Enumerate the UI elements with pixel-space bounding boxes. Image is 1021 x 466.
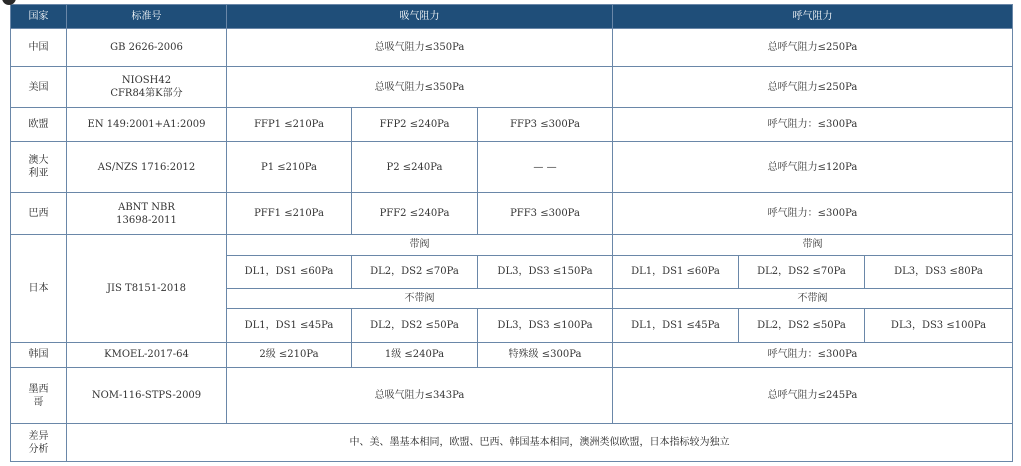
standard-cell: KMOEL-2017-64 bbox=[67, 342, 227, 367]
table-row bbox=[11, 142, 1013, 193]
exhale-cell: 呼气阻力：≤300Pa bbox=[613, 192, 1013, 234]
table-row bbox=[11, 107, 1013, 141]
country-cell: 日本 bbox=[11, 235, 67, 342]
table-row bbox=[11, 342, 1013, 367]
inhale-cell: DL2，DS2 ≤50Pa bbox=[352, 309, 478, 342]
exhale-cell: 呼气阻力：≤300Pa bbox=[613, 342, 1013, 367]
standard-line: NIOSH42 bbox=[121, 75, 172, 87]
standards-table bbox=[10, 4, 1013, 462]
inhale-cell: FFP3 ≤300Pa bbox=[478, 107, 613, 141]
inhale-cell: P1 ≤210Pa bbox=[227, 142, 352, 193]
standard-line: 13698-2011 bbox=[116, 214, 177, 226]
exhale-cell: DL3，DS3 ≤100Pa bbox=[865, 309, 1013, 342]
inhale-cell: 2级 ≤210Pa bbox=[227, 342, 352, 367]
header-row bbox=[11, 5, 1013, 29]
exhale-cell: DL3，DS3 ≤80Pa bbox=[865, 255, 1013, 288]
country-cell bbox=[11, 142, 67, 193]
inhale-cell: PFF1 ≤210Pa bbox=[227, 192, 352, 234]
standard-cell: GB 2626-2006 bbox=[67, 29, 227, 67]
country-line: 澳大 bbox=[28, 155, 49, 167]
country-cell bbox=[11, 367, 67, 424]
inhale-cell: DL1，DS1 ≤45Pa bbox=[227, 309, 352, 342]
inhale-cell: FFP2 ≤240Pa bbox=[352, 107, 478, 141]
exhale-cell: DL1，DS1 ≤45Pa bbox=[613, 309, 739, 342]
standard-cell: AS/NZS 1716:2012 bbox=[67, 142, 227, 193]
inhale-cell: 总吸气阻力≤350Pa bbox=[227, 29, 613, 67]
diff-label-cell bbox=[11, 424, 67, 462]
exhale-cell: DL1，DS1 ≤60Pa bbox=[613, 255, 739, 288]
exhale-cell: DL2，DS2 ≤50Pa bbox=[739, 309, 865, 342]
with-valve-label: 带阀 bbox=[227, 235, 613, 255]
inhale-cell: PFF3 ≤300Pa bbox=[478, 192, 613, 234]
exhale-cell: 总呼气阻力≤250Pa bbox=[613, 29, 1013, 67]
inhale-cell: 总吸气阻力≤350Pa bbox=[227, 67, 613, 107]
standard-line: ABNT NBR bbox=[118, 201, 175, 213]
inhale-cell: DL3，DS3 ≤150Pa bbox=[478, 255, 613, 288]
inhale-cell: DL1，DS1 ≤60Pa bbox=[227, 255, 352, 288]
inhale-cell: P2 ≤240Pa bbox=[352, 142, 478, 193]
exhale-cell: 总呼气阻力≤250Pa bbox=[613, 67, 1013, 107]
inhale-cell: — — bbox=[478, 142, 613, 193]
country-cell: 美国 bbox=[11, 67, 67, 107]
table-row bbox=[11, 192, 1013, 234]
table-row bbox=[11, 67, 1013, 107]
without-valve-label: 不带阀 bbox=[227, 288, 613, 308]
diff-label-line: 分析 bbox=[28, 443, 49, 455]
standard-cell bbox=[67, 192, 227, 234]
inhale-cell: 总吸气阻力≤343Pa bbox=[227, 367, 613, 424]
header-standard: 标准号 bbox=[67, 5, 227, 29]
table-row bbox=[11, 367, 1013, 424]
inhale-cell: DL2，DS2 ≤70Pa bbox=[352, 255, 478, 288]
country-cell: 欧盟 bbox=[11, 107, 67, 141]
inhale-cell: 特殊级 ≤300Pa bbox=[478, 342, 613, 367]
table-row bbox=[11, 29, 1013, 67]
inhale-cell: PFF2 ≤240Pa bbox=[352, 192, 478, 234]
country-line: 利亚 bbox=[28, 168, 49, 180]
inhale-cell: 1级 ≤240Pa bbox=[352, 342, 478, 367]
country-cell: 巴西 bbox=[11, 192, 67, 234]
with-valve-label: 带阀 bbox=[613, 235, 1013, 255]
standard-cell: JIS T8151-2018 bbox=[67, 235, 227, 342]
exhale-cell: 呼气阻力：≤300Pa bbox=[613, 107, 1013, 141]
standard-cell bbox=[67, 67, 227, 107]
header-exhale: 呼气阻力 bbox=[613, 5, 1013, 29]
standard-cell: NOM-116-STPS-2009 bbox=[67, 367, 227, 424]
table-row bbox=[11, 235, 1013, 255]
header-country: 国家 bbox=[11, 5, 67, 29]
header-inhale: 吸气阻力 bbox=[227, 5, 613, 29]
inhale-cell: FFP1 ≤210Pa bbox=[227, 107, 352, 141]
diff-summary: 中、美、墨基本相同，欧盟、巴西、韩国基本相同，澳洲类似欧盟，日本指标较为独立 bbox=[67, 424, 1013, 462]
country-line: 哥 bbox=[33, 396, 44, 408]
table-row bbox=[11, 424, 1013, 462]
country-line: 墨西 bbox=[28, 383, 49, 395]
country-cell: 韩国 bbox=[11, 342, 67, 367]
standard-line: CFR84第K部分 bbox=[110, 88, 183, 100]
diff-label-line: 差异 bbox=[28, 430, 49, 442]
without-valve-label: 不带阀 bbox=[613, 288, 1013, 308]
exhale-cell: 总呼气阻力≤245Pa bbox=[613, 367, 1013, 424]
exhale-cell: DL2，DS2 ≤70Pa bbox=[739, 255, 865, 288]
standard-cell: EN 149:2001+A1:2009 bbox=[67, 107, 227, 141]
inhale-cell: DL3，DS3 ≤100Pa bbox=[478, 309, 613, 342]
exhale-cell: 总呼气阻力≤120Pa bbox=[613, 142, 1013, 193]
country-cell: 中国 bbox=[11, 29, 67, 67]
